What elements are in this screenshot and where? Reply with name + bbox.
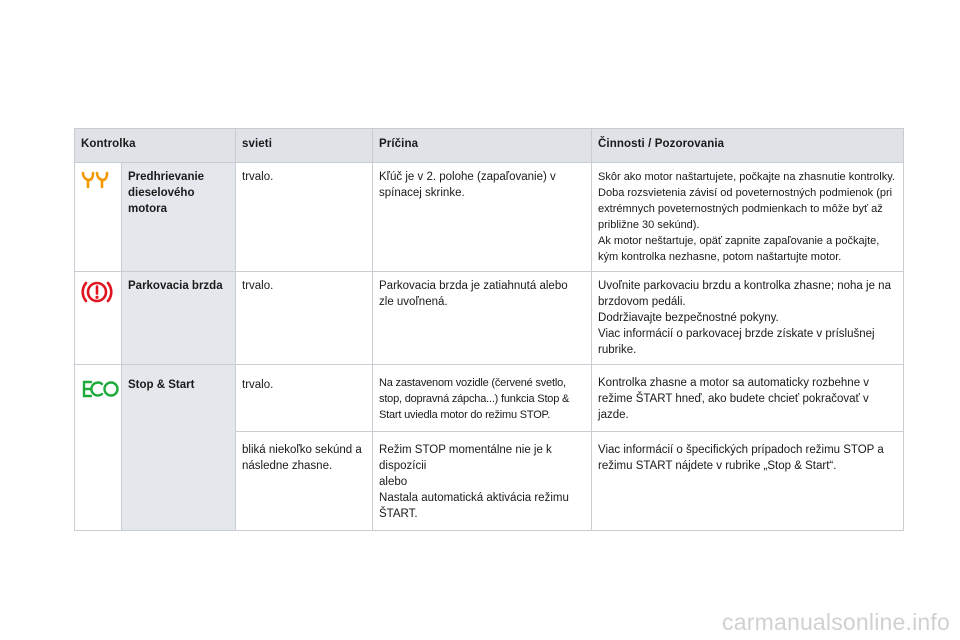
lights-cell: trvalo. <box>236 272 373 365</box>
icon-cell <box>75 272 122 365</box>
header-pricina: Príčina <box>373 129 592 163</box>
icon-cell <box>75 365 122 531</box>
warning-name: Stop & Start <box>122 365 236 531</box>
action-cell: Viac informácií o špecifických prípadoch režimu STOP a režimu START nájdete v rubrike „Stop & Start“. <box>592 432 904 531</box>
eco-icon <box>81 390 119 402</box>
table-row <box>75 365 904 432</box>
lights-cell: trvalo. <box>236 163 373 272</box>
action-line: Dodržiavajte bezpečnostné pokyny. <box>598 312 779 324</box>
cause-cell: Na zastavenom vozidle (červené svetlo, stop, dopravná zápcha...) funkcia Stop & Start uviedla motor do režimu STOP. <box>373 365 592 432</box>
table-header-row <box>75 129 904 163</box>
header-svieti: svieti <box>236 129 373 163</box>
icon-cell <box>75 163 122 272</box>
glow-plug-icon <box>81 180 111 192</box>
action-cell <box>592 272 904 365</box>
table-row <box>75 272 904 365</box>
watermark: carmanualsonline.info <box>722 609 950 635</box>
cause-cell: Parkovacia brzda je zatiahnutá alebo zle uvoľnená. <box>373 272 592 365</box>
parking-brake-icon <box>81 297 113 309</box>
action-cell: Kontrolka zhasne a motor sa automaticky rozbehne v režime ŠTART hneď, ako budete chcieť pokračovať v jazde. <box>592 365 904 432</box>
header-cinnosti: Činnosti / Pozorovania <box>592 129 904 163</box>
action-line: Uvoľnite parkovaciu brzdu a kontrolka zhasne; noha je na brzdovom pedáli. <box>598 280 891 308</box>
header-kontrolka: Kontrolka <box>75 129 236 163</box>
lights-cell: bliká niekoľko sekúnd a následne zhasne. <box>236 432 373 531</box>
warning-name: Parkovacia brzda <box>122 272 236 365</box>
cause-cell: Režim STOP momentálne nie je k dispozícii alebo Nastala automatická aktivácia režimu ŠTART. <box>373 432 592 531</box>
cause-cell: Kľúč je v 2. polohe (zapaľovanie) v spínacej skrinke. <box>373 163 592 272</box>
action-line: Viac informácií o parkovacej brzde získate v príslušnej rubrike. <box>598 328 875 356</box>
action-cell: Skôr ako motor naštartujete, počkajte na zhasnutie kontrolky. Doba rozsvietenia závisí od poveternostných podmienok (pri extrémnych poveternostných podmienkach to môže byť až približne 30 sekúnd). Ak motor neštartuje, opäť zapnite zapaľovanie a počkajte, kým kontrolka nezhasne, potom naštartujte motor. <box>592 163 904 272</box>
warning-name: Predhrievanie dieselového motora <box>122 163 236 272</box>
lights-cell: trvalo. <box>236 365 373 432</box>
table-row <box>75 163 904 272</box>
warning-lights-table <box>74 128 904 531</box>
